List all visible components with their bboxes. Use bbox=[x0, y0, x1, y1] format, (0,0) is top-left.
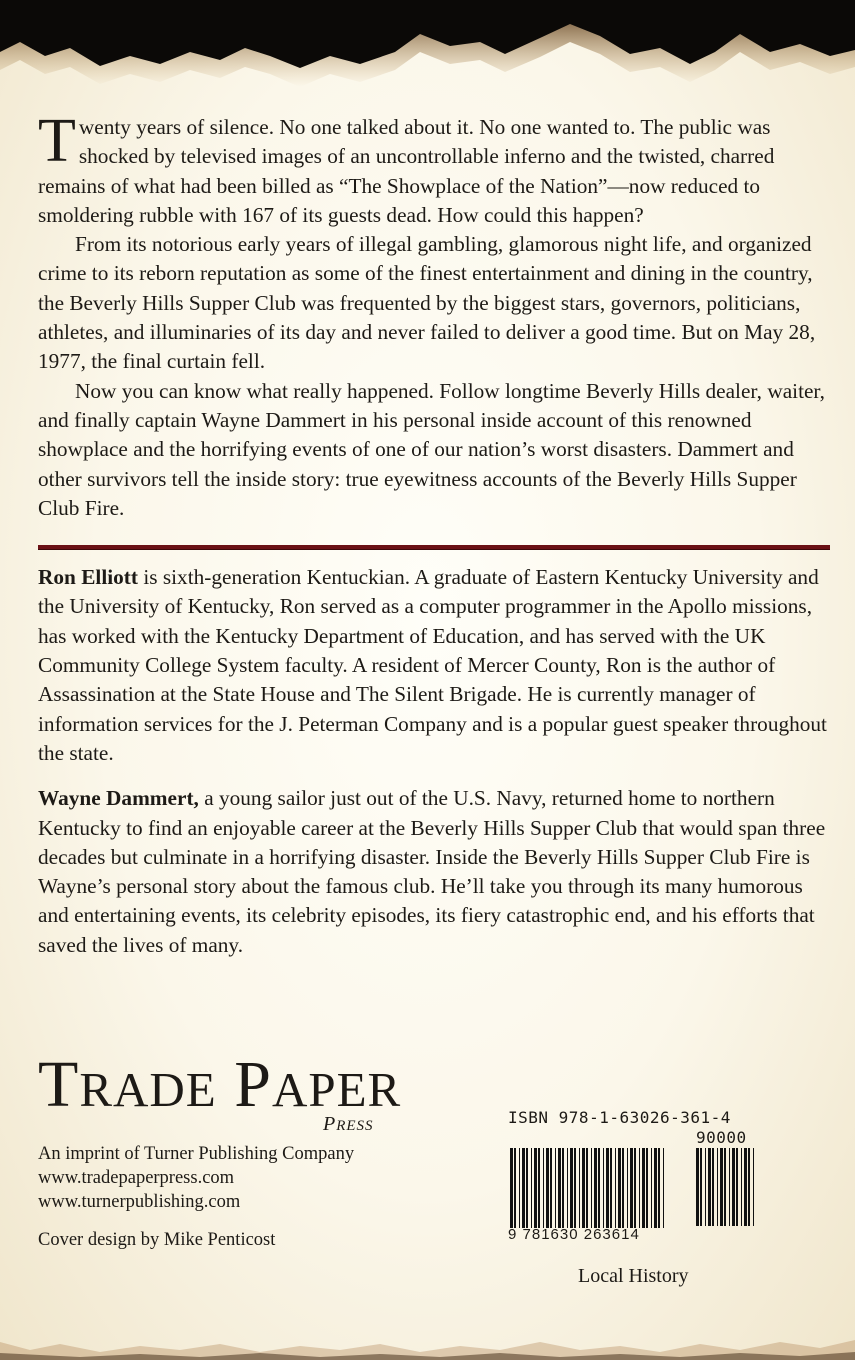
barcode-bar bbox=[700, 1148, 702, 1226]
barcode-bar bbox=[594, 1148, 597, 1228]
barcode-bars-addon bbox=[696, 1148, 758, 1226]
barcode-bar bbox=[732, 1148, 735, 1226]
blurb-paragraph-3: Now you can know what really happened. Follow longtime Beverly Hills dealer, waiter, and finally captain Wayne Dammert in his personal inside account of this renowned showplace and the horrifying events of one of our nation’s worst disasters. Dammert and other survivors tell the inside story: true eyewitness accounts of the Beverly Hills Supper Club Fire. bbox=[38, 378, 825, 520]
barcode-bar bbox=[639, 1148, 640, 1228]
barcode-bar bbox=[736, 1148, 738, 1226]
barcode-bar bbox=[579, 1148, 580, 1228]
blurb-paragraph-1-text: wenty years of silence. No one talked about it. No one wanted to. The public was shocked by televised images of an uncontrollable inferno and the twisted, charred remains of what had been billed as “The Showplace of the Nation”—now reduced to smoldering rubble with 167 of its guests dead. How could this happen? bbox=[38, 115, 775, 227]
blurb bbox=[38, 107, 830, 523]
footer bbox=[38, 1050, 830, 1310]
author-bio-text: a young sailor just out of the U.S. Navy, returned home to northern Kentucky to find an enjoyable career at the Beverly Hills Supper Club that would span three decades but culminate in a horrifying disaster. Inside the Beverly Hills Supper Club Fire is Wayne’s personal story about the famous club. He’ll take you through its many humorous and entertaining events, its celebrity episodes, its fiery catastrophic end, and his efforts that saved the lives of many. bbox=[38, 786, 826, 957]
barcode-bar bbox=[519, 1148, 520, 1228]
isbn-barcode bbox=[508, 1108, 778, 1258]
barcode-bar bbox=[606, 1148, 609, 1228]
barcode-bar bbox=[622, 1148, 624, 1228]
publisher-logo-press: PRESS bbox=[323, 1113, 374, 1135]
barcode-bar bbox=[748, 1148, 750, 1226]
barcode-bar bbox=[615, 1148, 616, 1228]
blurb-paragraph-2: From its notorious early years of illegal gambling, glamorous night life, and organized crime to its reborn reputation as some of the finest entertainment and dining in the country, the Beverly Hills Supper Club was frequented by the biggest stars, governors, politicians, athletes, and illuminaries of its day and never failed to deliver a good time. But on May 28, 1977, the final curtain fell. bbox=[38, 232, 816, 374]
barcode-bar bbox=[618, 1148, 621, 1228]
divider-rule bbox=[38, 545, 830, 549]
barcode-bar bbox=[654, 1148, 657, 1228]
barcode-bar bbox=[610, 1148, 612, 1228]
barcode-bar bbox=[567, 1148, 568, 1228]
barcode-bar bbox=[550, 1148, 552, 1228]
barcode-bar bbox=[651, 1148, 652, 1228]
cover-design-credit: Cover design by Mike Penticost bbox=[38, 1230, 276, 1250]
barcode-bar bbox=[753, 1148, 754, 1226]
barcode-bar bbox=[646, 1148, 648, 1228]
barcode-bar bbox=[534, 1148, 537, 1228]
barcode-bar bbox=[729, 1148, 730, 1226]
publisher-info bbox=[38, 1142, 354, 1214]
barcode-bar bbox=[591, 1148, 592, 1228]
barcode-bar bbox=[546, 1148, 549, 1228]
burnt-edge-top bbox=[0, 0, 855, 90]
publisher-url-1: www.tradepaperpress.com bbox=[38, 1168, 235, 1188]
barcode-number: 9 781630 263614 bbox=[508, 1226, 640, 1243]
barcode-bar bbox=[531, 1148, 532, 1228]
barcode-bar bbox=[582, 1148, 585, 1228]
price-addon-number: 90000 bbox=[696, 1128, 747, 1147]
barcode-bar bbox=[555, 1148, 556, 1228]
author-bio-text: is sixth-generation Kentuckian. A graduate of Eastern Kentucky University and the University of Kentucky, Ron served as a computer programmer in the Apollo missions, has worked with the Kentucky Department of Education, and has served with the UK Community College System faculty. A resident of Mercer County, Ron is the author of Assassination at the State House and The Silent Brigade. He is currently manager of information services for the J. Peterman Company and is a popular guest speaker throughout the state. bbox=[38, 565, 827, 765]
barcode-bar bbox=[658, 1148, 660, 1228]
barcode-bar bbox=[522, 1148, 525, 1228]
barcode-bar bbox=[574, 1148, 576, 1228]
barcode-bar bbox=[724, 1148, 726, 1226]
barcode-bar bbox=[586, 1148, 588, 1228]
barcode-bar bbox=[514, 1148, 516, 1228]
barcode-bar bbox=[663, 1148, 664, 1228]
barcode-bar bbox=[526, 1148, 528, 1228]
isbn-text: ISBN 978-1-63026-361-4 bbox=[508, 1108, 731, 1127]
author-name: Wayne Dammert, bbox=[38, 786, 199, 811]
barcode-bar bbox=[562, 1148, 564, 1228]
imprint-line: An imprint of Turner Publishing Company bbox=[38, 1144, 355, 1164]
barcode-bar bbox=[603, 1148, 604, 1228]
barcode-bar bbox=[598, 1148, 600, 1228]
barcode-bar bbox=[642, 1148, 645, 1228]
blurb-paragraph-1 bbox=[38, 107, 830, 230]
barcode-bar bbox=[630, 1148, 633, 1228]
barcode-bar bbox=[543, 1148, 544, 1228]
barcode-bar bbox=[510, 1148, 513, 1228]
barcode-bar bbox=[696, 1148, 699, 1226]
barcode-bar bbox=[558, 1148, 561, 1228]
drop-cap: T bbox=[38, 107, 76, 175]
barcode-bar bbox=[744, 1148, 747, 1226]
barcode-bar bbox=[741, 1148, 742, 1226]
barcode-bars-main bbox=[510, 1148, 668, 1228]
barcode-bar bbox=[570, 1148, 573, 1228]
barcode-bar bbox=[627, 1148, 628, 1228]
barcode-bar bbox=[538, 1148, 540, 1228]
barcode-bar bbox=[708, 1148, 711, 1226]
author-name: Ron Elliott bbox=[38, 565, 138, 590]
publisher-logo: TRADE PAPER bbox=[38, 1048, 402, 1121]
author-bio-ron-elliott bbox=[38, 563, 830, 768]
barcode-bar bbox=[720, 1148, 723, 1226]
publisher-url-2: www.turnerpublishing.com bbox=[38, 1192, 241, 1212]
barcode-bar bbox=[705, 1148, 706, 1226]
burnt-edge-bottom bbox=[0, 1320, 855, 1360]
barcode-bar bbox=[717, 1148, 718, 1226]
barcode-bar bbox=[634, 1148, 636, 1228]
back-cover-text bbox=[38, 107, 830, 976]
category-label: Local History bbox=[578, 1265, 689, 1287]
author-bio-wayne-dammert bbox=[38, 784, 830, 960]
barcode-bar bbox=[712, 1148, 714, 1226]
